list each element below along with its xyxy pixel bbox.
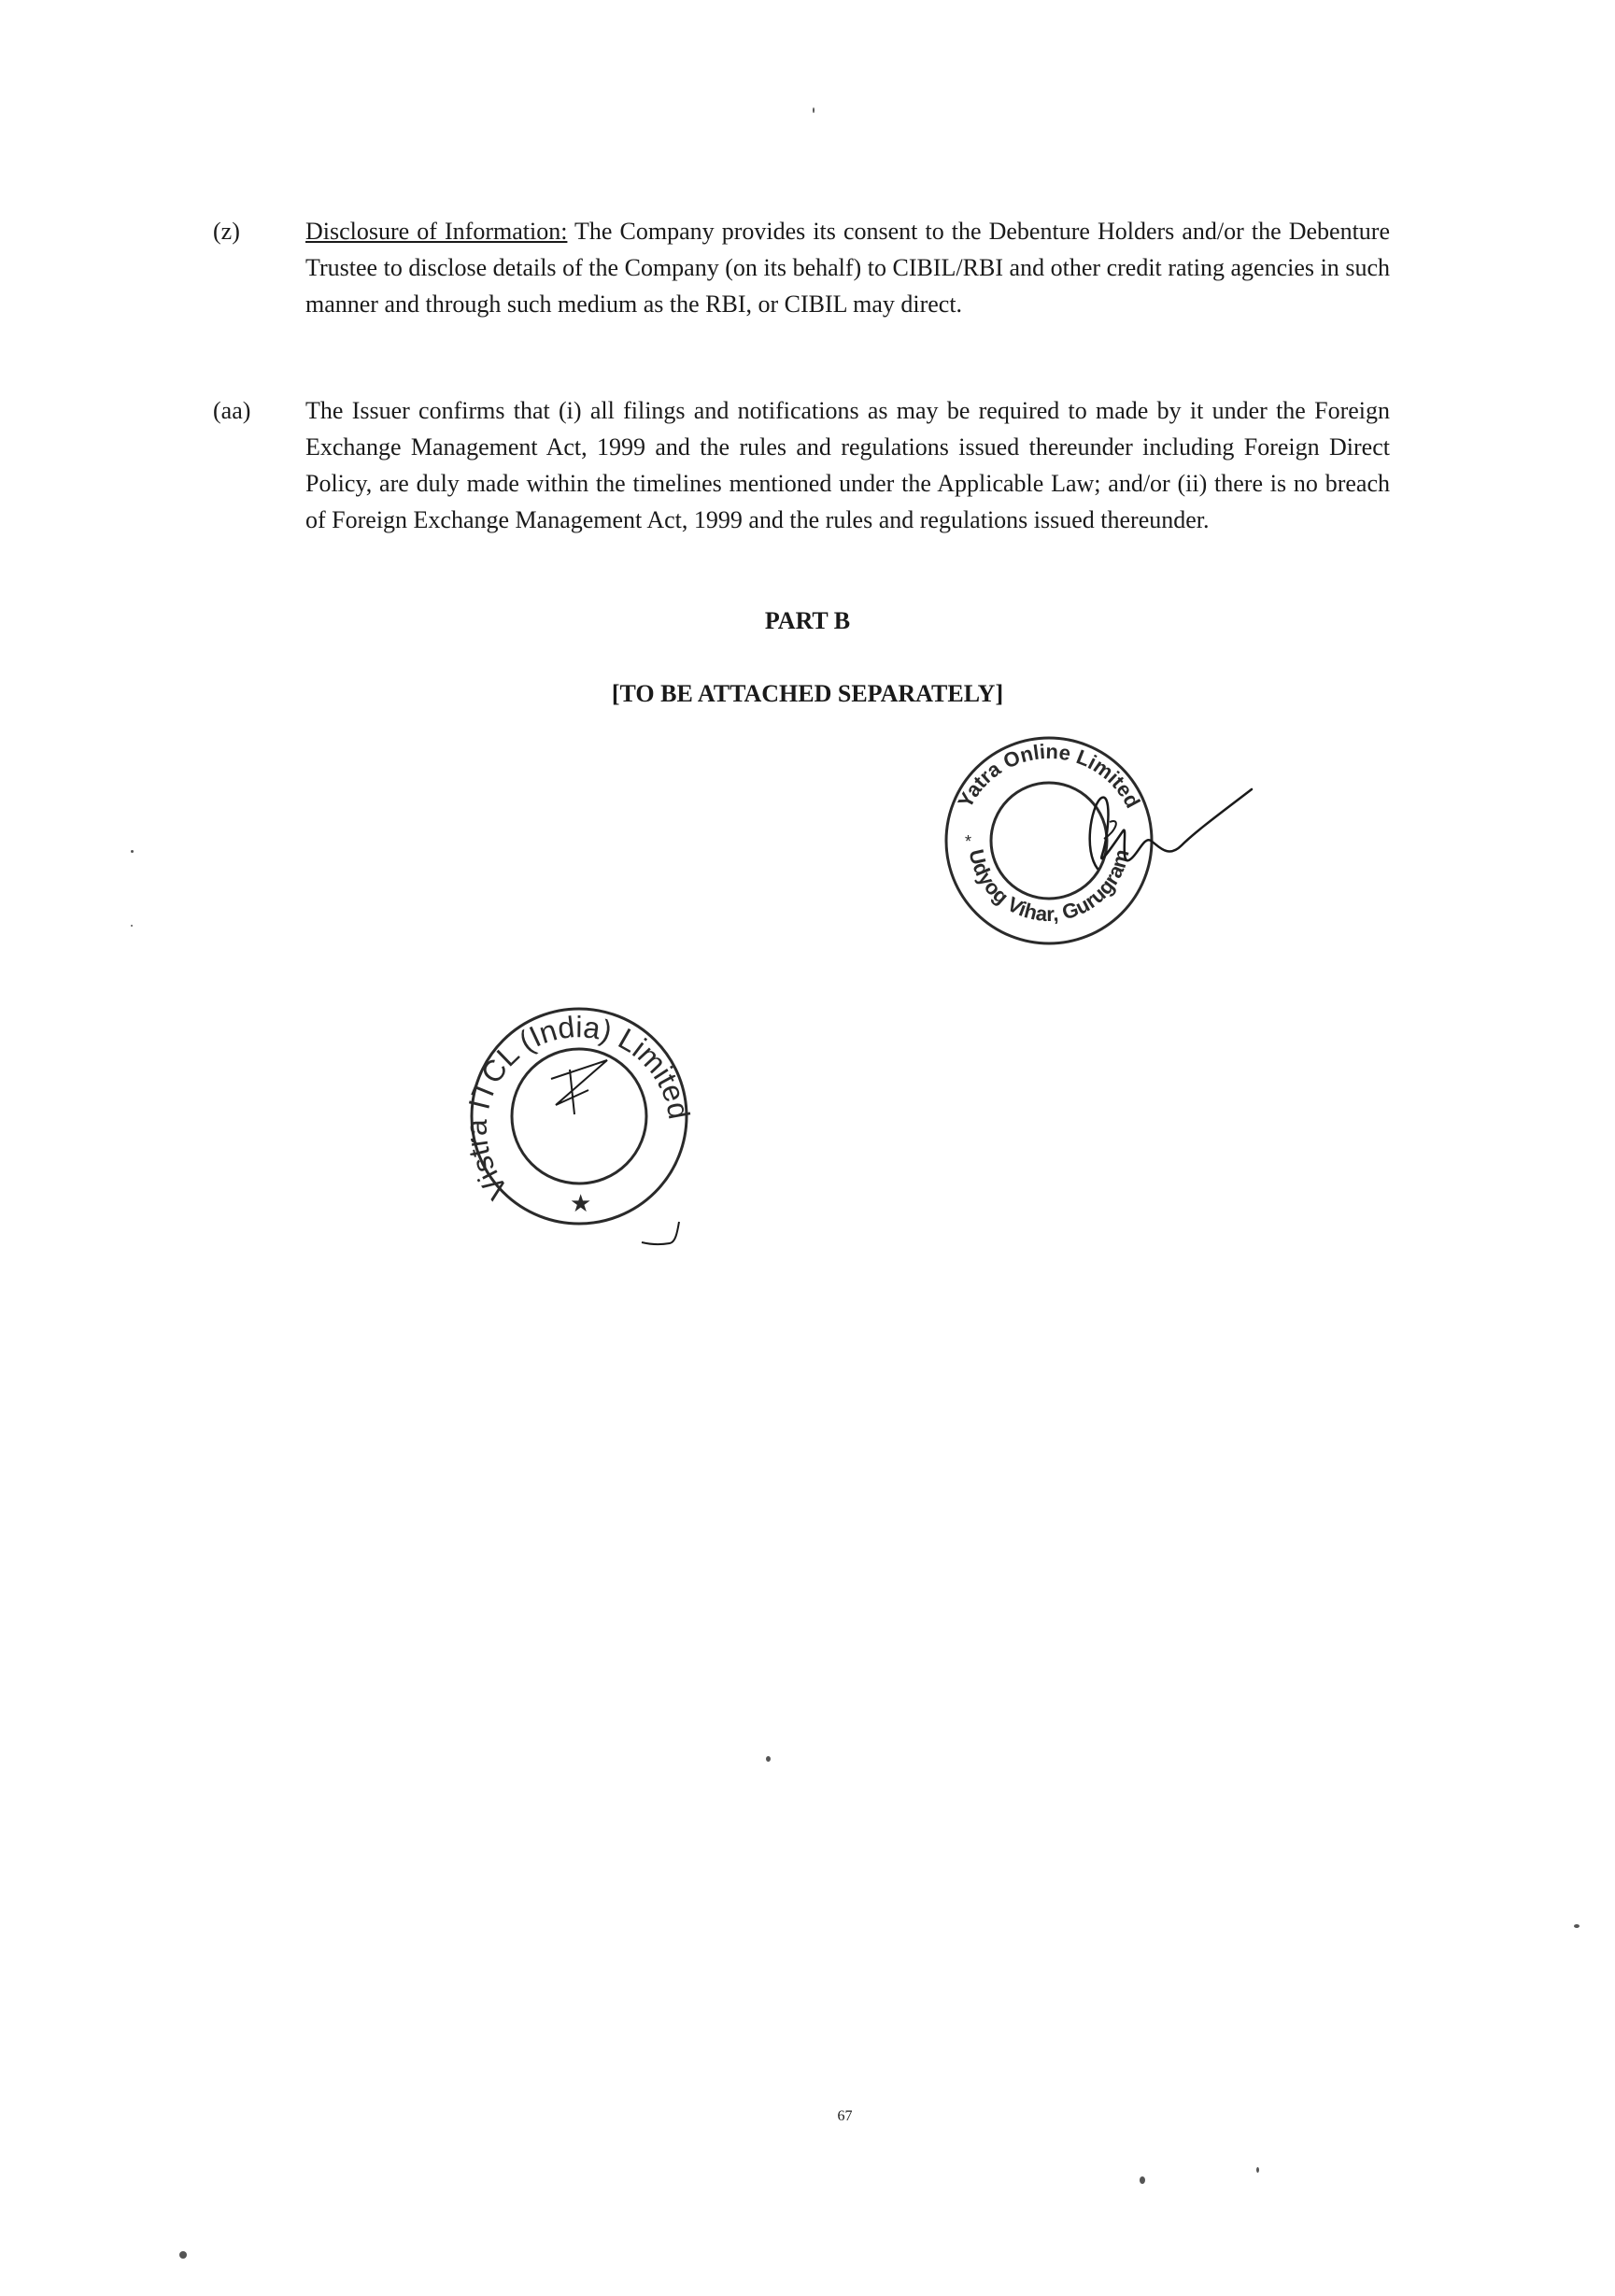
clause-body <box>305 392 1390 538</box>
svg-text:Udyog Vihar, Gurugram: Udyog Vihar, Gurugram <box>964 846 1134 927</box>
svg-text:★: ★ <box>570 1190 592 1218</box>
part-heading: PART B <box>764 607 851 634</box>
clause-text: The Company provides its consent to the Debenture Holders and/or the Debenture Trustee to disclose details of the Company (on its behalf) to CIBIL/RBI and other credit rating agencies in such manner and through such medium as the RBI, or CIBIL may direct. <box>305 218 1390 318</box>
svg-text:Yatra Online Limited: Yatra Online Limited <box>953 739 1145 813</box>
clause-heading: Disclosure of Information: <box>305 218 568 245</box>
clause-aa <box>213 392 1390 538</box>
page-number: 67 <box>837 2108 853 2124</box>
scan-speck <box>131 925 133 927</box>
scan-speck <box>131 850 134 853</box>
scan-speck <box>179 2251 187 2259</box>
scan-speck <box>1140 2176 1145 2184</box>
scan-speck <box>766 1756 771 1762</box>
vistra-company-seal <box>458 1004 701 1228</box>
scan-speck <box>813 107 815 113</box>
scan-speck <box>1256 2167 1259 2173</box>
svg-text:Vistra ITCL (India) Limited: Vistra ITCL (India) Limited <box>459 1010 697 1206</box>
signature-yatra <box>1065 766 1261 887</box>
clause-text: The Issuer confirms that (i) all filings and notifications as may be required to made by it under the Foreign Exchange Management Act, 1999 and the rules and regulations issued thereunder including Foreign Direct Policy, are duly made within the timelines mentioned under the Applicable Law; and/or (ii) there is no breach of Foreign Exchange Management Act, 1999 and the rules and regulations issued thereunder. <box>305 397 1390 533</box>
clause-number: (aa) <box>213 397 251 424</box>
clause-number: (z) <box>213 218 240 245</box>
scan-speck <box>1574 1924 1580 1928</box>
clause-z <box>213 213 1390 322</box>
signature-vistra <box>640 1214 687 1252</box>
attach-note: [TO BE ATTACHED SEPARATELY] <box>611 680 1004 707</box>
svg-text:*: * <box>965 832 972 851</box>
clause-body <box>305 213 1390 322</box>
